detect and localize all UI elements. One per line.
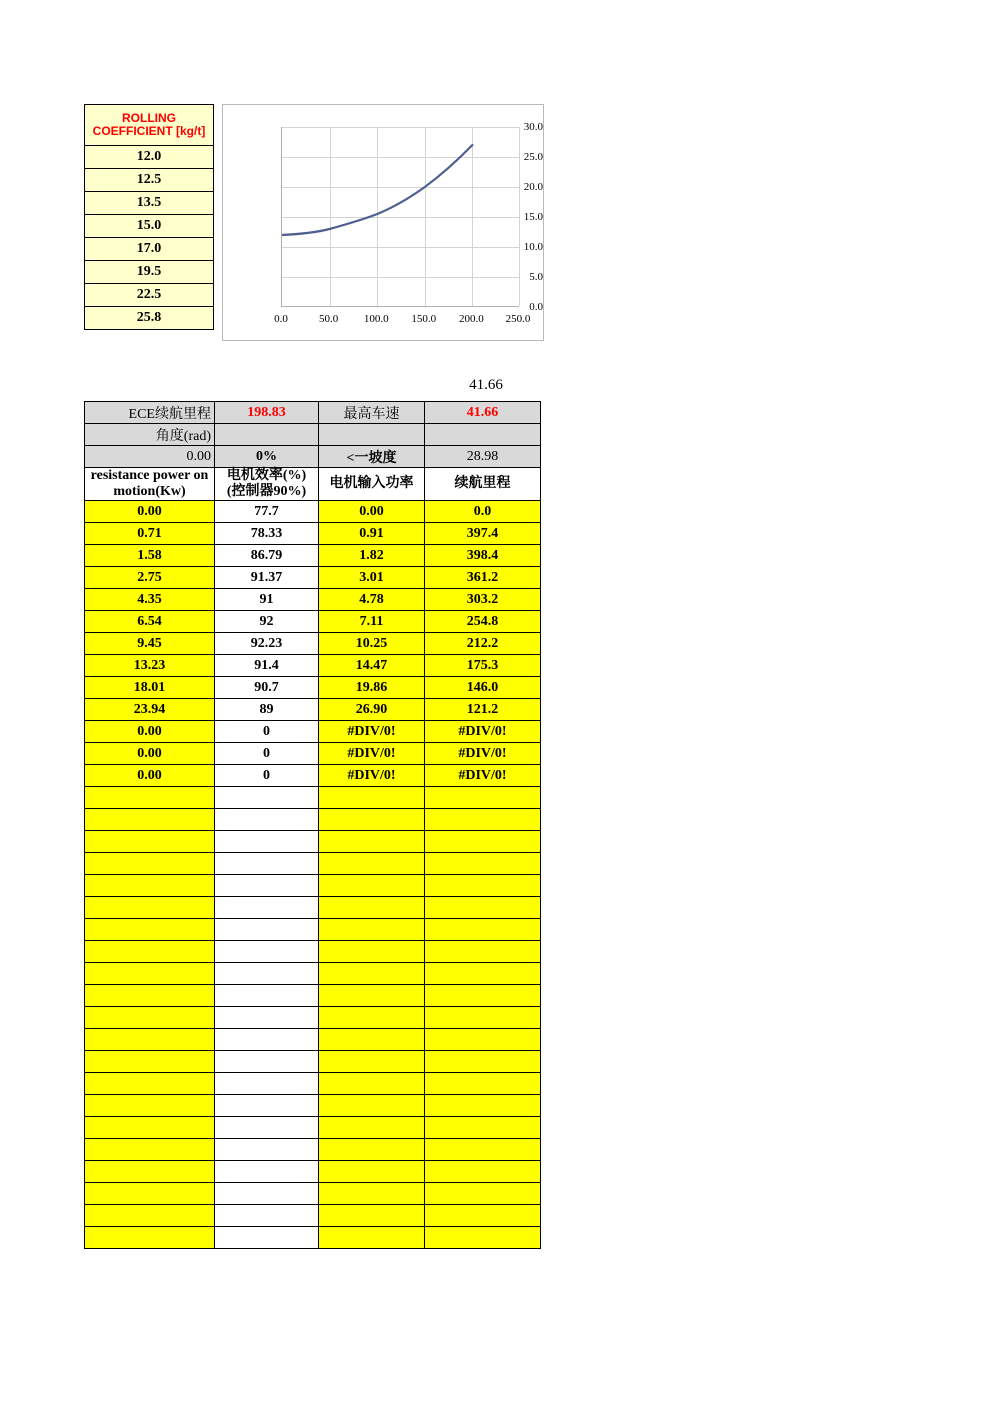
cell-empty[interactable] [425,787,541,809]
chart-ytick-label: 30.0 [523,121,543,133]
cell-motor-efficiency[interactable]: 90.7 [215,677,319,699]
cell-resistance-power[interactable]: 0.71 [85,523,215,545]
blank-cell[interactable] [319,424,425,446]
cell-range[interactable]: #DIV/0! [425,721,541,743]
table-row-empty [85,985,541,1007]
cell-motor-efficiency[interactable]: 91 [215,589,319,611]
table-row [85,238,214,261]
table-row-summary-slope [85,446,541,468]
cell-empty[interactable] [85,809,215,831]
table-row [85,284,214,307]
table-row [85,105,214,146]
cell-empty[interactable] [215,897,319,919]
cell-resistance-power[interactable]: 9.45 [85,633,215,655]
cell-motor-efficiency[interactable]: 0 [215,743,319,765]
chart-ytick-label: 5.0 [529,271,543,283]
table-row-empty [85,1117,541,1139]
cell-empty[interactable] [85,875,215,897]
cell-empty[interactable] [319,1117,425,1139]
table-row [85,146,214,169]
cell-empty[interactable] [319,941,425,963]
cell-resistance-power[interactable]: 0.00 [85,501,215,523]
table-row [85,567,541,589]
cell-empty[interactable] [319,787,425,809]
range-calculation-table [84,401,541,1249]
table-row [85,677,541,699]
cell-empty[interactable] [85,985,215,1007]
cell-resistance-power[interactable]: 0.00 [85,721,215,743]
cell-empty[interactable] [215,1139,319,1161]
table-row-empty [85,963,541,985]
cell-empty[interactable] [319,963,425,985]
table-row-summary-angle [85,424,541,446]
cell-empty[interactable] [215,1227,319,1249]
cell-empty[interactable] [85,787,215,809]
table-row-empty [85,1227,541,1249]
cell-motor-input-power[interactable]: 0.00 [319,501,425,523]
cell-empty[interactable] [425,1029,541,1051]
chart-series-line [282,127,520,307]
chart-ytick-label: 15.0 [523,211,543,223]
cell-empty[interactable] [85,1117,215,1139]
cell-empty[interactable] [215,1161,319,1183]
top-speed-value[interactable]: 41.66 [425,402,541,424]
cell-empty[interactable] [425,1227,541,1249]
cell-range[interactable]: 0.0 [425,501,541,523]
cell-empty[interactable] [319,1139,425,1161]
cell-empty[interactable] [425,897,541,919]
table-row [85,699,541,721]
cell-empty[interactable] [85,1183,215,1205]
table-row-empty [85,787,541,809]
cell-resistance-power[interactable]: 18.01 [85,677,215,699]
cell-range[interactable]: 303.2 [425,589,541,611]
cell-empty[interactable] [85,963,215,985]
column-header-motor-input-power: 电机输入功率 [319,468,425,501]
cell-motor-input-power[interactable]: 7.11 [319,611,425,633]
table-row [85,261,214,284]
rolling-coefficient-header: ROLLING COEFFICIENT [kg/t] [85,105,214,146]
cell-empty[interactable] [215,787,319,809]
cell-resistance-power[interactable]: 6.54 [85,611,215,633]
chart-ytick-label: 0.0 [529,301,543,313]
rolling-coefficient-cell[interactable]: 17.0 [85,238,214,261]
rolling-coefficient-chart[interactable] [222,104,544,341]
table-row-empty [85,1161,541,1183]
cell-empty[interactable] [215,941,319,963]
chart-xtick-label: 250.0 [505,313,531,325]
rolling-coefficient-cell[interactable]: 25.8 [85,307,214,330]
cell-empty[interactable] [215,1051,319,1073]
cell-empty[interactable] [85,1073,215,1095]
cell-empty[interactable] [425,919,541,941]
cell-range[interactable]: 254.8 [425,611,541,633]
table-row-empty [85,1051,541,1073]
cell-empty[interactable] [319,1073,425,1095]
cell-range[interactable]: #DIV/0! [425,765,541,787]
table-row-empty [85,1007,541,1029]
rolling-coefficient-cell[interactable]: 13.5 [85,192,214,215]
cell-range[interactable]: #DIV/0! [425,743,541,765]
cell-motor-efficiency[interactable]: 89 [215,699,319,721]
cell-empty[interactable] [215,1095,319,1117]
cell-resistance-power[interactable]: 4.35 [85,589,215,611]
cell-empty[interactable] [215,1073,319,1095]
cell-empty[interactable] [319,985,425,1007]
cell-range[interactable]: 361.2 [425,567,541,589]
ece-range-label: ECE续航里程 [85,402,215,424]
cell-empty[interactable] [319,853,425,875]
column-header-motor-efficiency: 电机效率(%)(控制器90%) [215,468,319,501]
cell-range[interactable]: 398.4 [425,545,541,567]
cell-empty[interactable] [319,1051,425,1073]
chart-xtick-label: 150.0 [411,313,437,325]
cell-motor-input-power[interactable]: #DIV/0! [319,721,425,743]
cell-empty[interactable] [215,1007,319,1029]
cell-resistance-power[interactable]: 0.00 [85,765,215,787]
table-row-empty [85,831,541,853]
cell-motor-efficiency[interactable]: 86.79 [215,545,319,567]
rolling-coefficient-cell[interactable]: 12.0 [85,146,214,169]
angle-blank-cell[interactable] [215,424,319,446]
cell-empty[interactable] [425,809,541,831]
cell-empty[interactable] [425,1139,541,1161]
table-row-empty [85,1073,541,1095]
cell-empty[interactable] [425,1117,541,1139]
cell-motor-efficiency[interactable]: 0 [215,721,319,743]
cell-empty[interactable] [319,1227,425,1249]
chart-xtick-label: 100.0 [363,313,389,325]
cell-empty[interactable] [85,1029,215,1051]
top-speed-value-loose: 41.66 [469,377,503,393]
cell-motor-input-power[interactable]: 1.82 [319,545,425,567]
cell-resistance-power[interactable]: 23.94 [85,699,215,721]
cell-motor-input-power[interactable]: #DIV/0! [319,765,425,787]
table-row-empty [85,1139,541,1161]
ece-range-value[interactable]: 198.83 [215,402,319,424]
chart-plot-area [281,127,519,307]
cell-motor-efficiency[interactable]: 91.4 [215,655,319,677]
chart-ytick-label: 25.0 [523,151,543,163]
cell-empty[interactable] [215,1117,319,1139]
table-row-empty [85,1183,541,1205]
table-row [85,633,541,655]
cell-resistance-power[interactable]: 0.00 [85,743,215,765]
chart-xtick-label: 0.0 [274,313,288,325]
cell-motor-efficiency[interactable]: 92 [215,611,319,633]
cell-empty[interactable] [85,853,215,875]
cell-empty[interactable] [425,875,541,897]
rolling-coefficient-cell[interactable]: 15.0 [85,215,214,238]
table-row [85,721,541,743]
cell-empty[interactable] [215,875,319,897]
cell-motor-input-power[interactable]: #DIV/0! [319,743,425,765]
rolling-coefficient-cell[interactable]: 19.5 [85,261,214,284]
cell-empty[interactable] [319,1205,425,1227]
chart-ytick-label: 10.0 [523,241,543,253]
cell-empty[interactable] [425,1095,541,1117]
cell-empty[interactable] [425,1161,541,1183]
cell-empty[interactable] [425,1183,541,1205]
cell-empty[interactable] [215,831,319,853]
cell-range[interactable]: 146.0 [425,677,541,699]
cell-empty[interactable] [85,941,215,963]
cell-empty[interactable] [425,963,541,985]
range-calculation-body [85,402,541,1249]
table-row-empty [85,853,541,875]
rolling-coefficient-table [84,104,214,330]
cell-empty[interactable] [215,1205,319,1227]
cell-empty[interactable] [319,831,425,853]
cell-empty[interactable] [215,1183,319,1205]
chart-ytick-label: 20.0 [523,181,543,193]
table-row [85,655,541,677]
cell-motor-input-power[interactable]: 26.90 [319,699,425,721]
cell-empty[interactable] [85,1007,215,1029]
slope-label: <一坡度 [319,446,425,468]
table-row [85,192,214,215]
cell-motor-input-power[interactable]: 19.86 [319,677,425,699]
cell-empty[interactable] [85,1227,215,1249]
cell-empty[interactable] [319,897,425,919]
table-row [85,743,541,765]
cell-empty[interactable] [319,1007,425,1029]
cell-range[interactable]: 175.3 [425,655,541,677]
cell-range[interactable]: 397.4 [425,523,541,545]
cell-motor-efficiency[interactable]: 91.37 [215,567,319,589]
cell-range[interactable]: 212.2 [425,633,541,655]
cell-motor-input-power[interactable]: 3.01 [319,567,425,589]
table-row [85,523,541,545]
slope-percent-value[interactable]: 0% [215,446,319,468]
table-row-empty [85,875,541,897]
cell-motor-input-power[interactable]: 4.78 [319,589,425,611]
cell-empty[interactable] [215,1029,319,1051]
rolling-coefficient-body [85,105,214,330]
rolling-coefficient-cell[interactable]: 22.5 [85,284,214,307]
cell-empty[interactable] [319,809,425,831]
table-row [85,501,541,523]
chart-xtick-label: 50.0 [318,313,339,325]
blank-cell[interactable] [425,424,541,446]
cell-motor-efficiency[interactable]: 0 [215,765,319,787]
cell-empty[interactable] [425,853,541,875]
cell-empty[interactable] [425,1007,541,1029]
chart-xtick-label: 200.0 [459,313,484,325]
table-row [85,765,541,787]
table-row [85,589,541,611]
cell-empty[interactable] [85,1161,215,1183]
angle-value[interactable]: 0.00 [85,446,215,468]
cell-empty[interactable] [85,1051,215,1073]
cell-empty[interactable] [85,1205,215,1227]
table-row [85,169,214,192]
table-row [85,611,541,633]
cell-empty[interactable] [215,963,319,985]
rolling-coefficient-cell[interactable]: 12.5 [85,169,214,192]
cell-empty[interactable] [215,809,319,831]
table-row-summary-range [85,402,541,424]
cell-empty[interactable] [425,1073,541,1095]
cell-resistance-power[interactable]: 1.58 [85,545,215,567]
table-row-empty [85,897,541,919]
cell-empty[interactable] [85,919,215,941]
cell-empty[interactable] [319,875,425,897]
cell-motor-efficiency[interactable]: 77.7 [215,501,319,523]
cell-empty[interactable] [319,1161,425,1183]
cell-empty[interactable] [85,1095,215,1117]
cell-empty[interactable] [319,1183,425,1205]
column-header-resistance-power: resistance power on motion(Kw) [85,468,215,501]
cell-empty[interactable] [425,831,541,853]
cell-motor-input-power[interactable]: 14.47 [319,655,425,677]
cell-empty[interactable] [425,941,541,963]
cell-motor-efficiency[interactable]: 78.33 [215,523,319,545]
cell-empty[interactable] [425,985,541,1007]
table-row [85,307,214,330]
cell-range[interactable]: 121.2 [425,699,541,721]
top-speed-label: 最高车速 [319,402,425,424]
cell-empty[interactable] [425,1051,541,1073]
cell-empty[interactable] [319,919,425,941]
cell-resistance-power[interactable]: 13.23 [85,655,215,677]
cell-motor-input-power[interactable]: 0.91 [319,523,425,545]
cell-empty[interactable] [215,853,319,875]
cell-empty[interactable] [425,1205,541,1227]
cell-empty[interactable] [319,1029,425,1051]
angle-label: 角度(rad) [85,424,215,446]
cell-empty[interactable] [85,831,215,853]
cell-motor-input-power[interactable]: 10.25 [319,633,425,655]
table-row-headers [85,468,541,501]
table-row [85,545,541,567]
cell-resistance-power[interactable]: 2.75 [85,567,215,589]
cell-empty[interactable] [85,897,215,919]
cell-motor-efficiency[interactable]: 92.23 [215,633,319,655]
cell-empty[interactable] [85,1139,215,1161]
cell-empty[interactable] [215,919,319,941]
table-row-empty [85,1205,541,1227]
table-row-empty [85,1029,541,1051]
column-header-range: 续航里程 [425,468,541,501]
table-row [85,215,214,238]
table-row-empty [85,809,541,831]
cell-empty[interactable] [215,985,319,1007]
cell-empty[interactable] [319,1095,425,1117]
table-row-empty [85,1095,541,1117]
slope-value[interactable]: 28.98 [425,446,541,468]
table-row-empty [85,919,541,941]
table-row-empty [85,941,541,963]
